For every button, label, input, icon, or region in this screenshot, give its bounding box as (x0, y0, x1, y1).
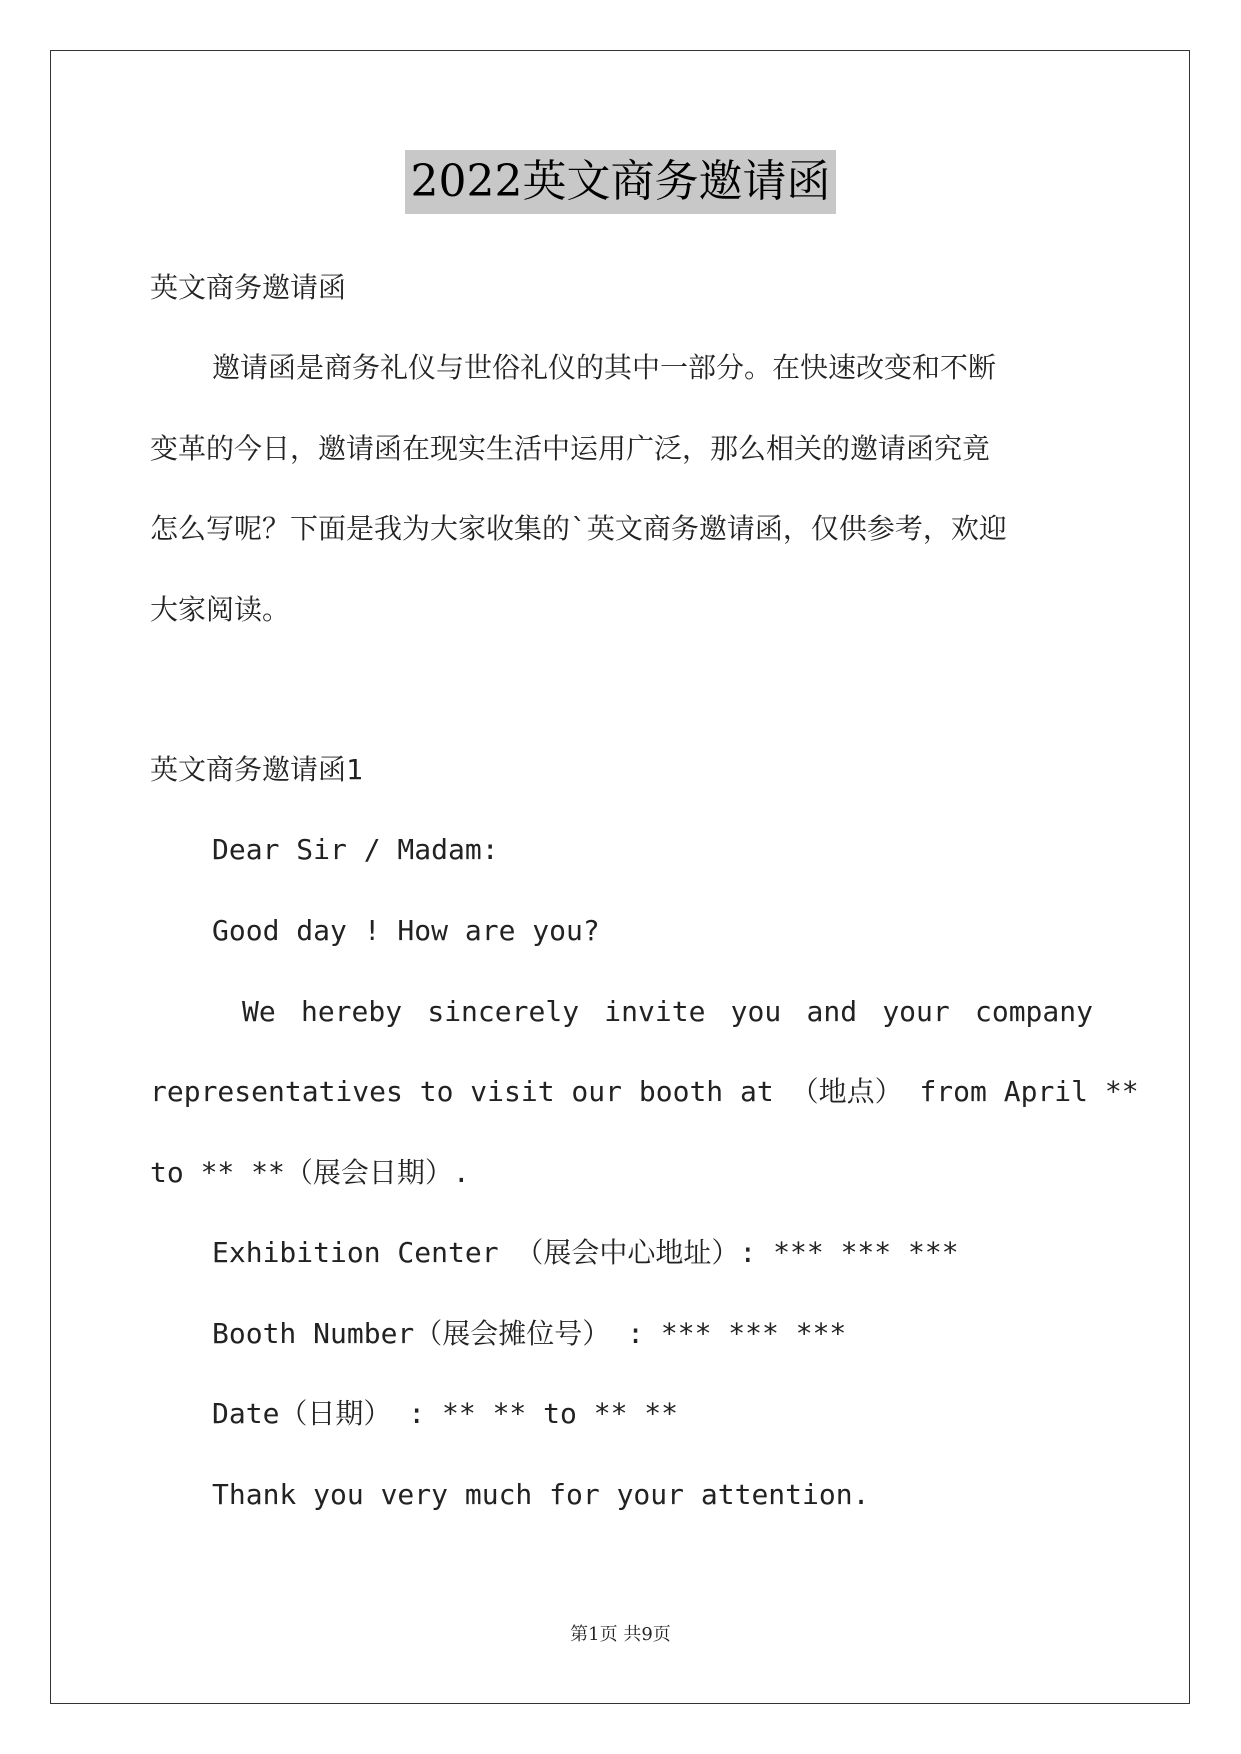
letter-greeting: Good day ! How are you? (212, 914, 600, 947)
letter-body-line: to ** **（展会日期）. (150, 1156, 470, 1189)
paragraph-line: 邀请函是商务礼仪与世俗礼仪的其中一部分。在快速改变和不断 (212, 351, 997, 384)
exhibition-center-line: Exhibition Center （展会中心地址）: *** *** *** (212, 1236, 959, 1269)
closing-line: Thank you very much for your attention. (212, 1478, 870, 1511)
booth-number-line: Booth Number（展会摊位号） : *** *** *** (212, 1317, 847, 1350)
paragraph-line: 大家阅读。 (150, 593, 291, 626)
document-title: 2022英文商务邀请函 (405, 150, 837, 214)
paragraph-line: 变革的今日，邀请函在现实生活中运用广泛，那么相关的邀请函究竟 (150, 432, 991, 465)
page-footer: 第1页 共9页 (570, 1624, 671, 1645)
letter-salutation: Dear Sir / Madam: (212, 833, 499, 866)
letter-body-line: representatives to visit our booth at （地点） from April ** (150, 1075, 1139, 1108)
paragraph-line: 怎么写呢？下面是我为大家收集的`英文商务邀请函，仅供参考，欢迎 (150, 512, 1007, 545)
section-heading: 英文商务邀请函 (150, 271, 347, 304)
letter-body-line: We hereby sincerely invite you and your company (242, 995, 1093, 1028)
date-line: Date（日期） : ** ** to ** ** (212, 1397, 679, 1430)
title-container (0, 150, 1241, 214)
section-heading: 英文商务邀请函1 (150, 753, 363, 786)
